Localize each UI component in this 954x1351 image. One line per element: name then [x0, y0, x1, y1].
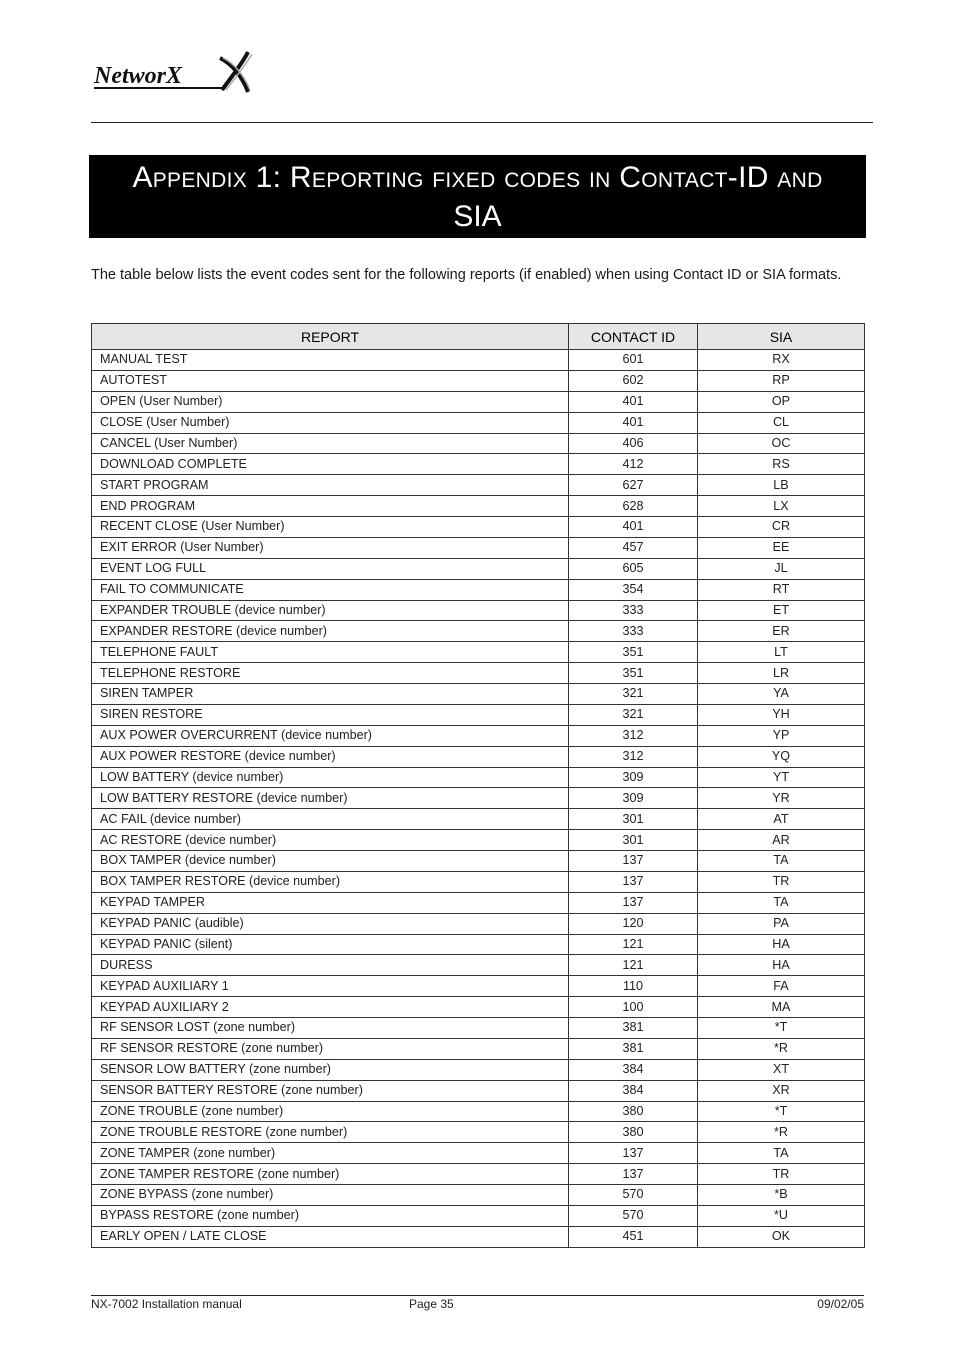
sia-cell: LR [698, 663, 865, 684]
table-row [92, 746, 865, 767]
sia-cell: *T [698, 1101, 865, 1122]
table-row [92, 1122, 865, 1143]
report-cell: ZONE TROUBLE RESTORE (zone number) [92, 1122, 569, 1143]
contact-id-cell: 401 [569, 412, 698, 433]
table-row [92, 1164, 865, 1185]
table-row [92, 1080, 865, 1101]
table-row [92, 1143, 865, 1164]
table-row [92, 704, 865, 725]
contact-id-cell: 301 [569, 830, 698, 851]
sia-cell: CL [698, 412, 865, 433]
table-row [92, 767, 865, 788]
contact-id-cell: 380 [569, 1122, 698, 1143]
contact-id-cell: 333 [569, 621, 698, 642]
contact-id-cell: 628 [569, 496, 698, 517]
sia-cell: YH [698, 704, 865, 725]
report-cell: LOW BATTERY RESTORE (device number) [92, 788, 569, 809]
table-row [92, 391, 865, 412]
sia-cell: PA [698, 913, 865, 934]
table-row [92, 370, 865, 391]
contact-id-cell: 309 [569, 767, 698, 788]
report-cell: ZONE TAMPER (zone number) [92, 1143, 569, 1164]
sia-cell: HA [698, 955, 865, 976]
table-row [92, 579, 865, 600]
sia-cell: *T [698, 1018, 865, 1039]
report-cell: AUX POWER OVERCURRENT (device number) [92, 725, 569, 746]
report-cell: EARLY OPEN / LATE CLOSE [92, 1226, 569, 1247]
report-cell: BOX TAMPER (device number) [92, 851, 569, 872]
report-cell: OPEN (User Number) [92, 391, 569, 412]
contact-id-cell: 457 [569, 537, 698, 558]
intro-paragraph: The table below lists the event codes sent for the following reports (if enabled) when using Contact ID or SIA formats. [91, 267, 842, 283]
sia-cell: RS [698, 454, 865, 475]
table-row [92, 788, 865, 809]
report-cell: SIREN TAMPER [92, 684, 569, 705]
table-row [92, 725, 865, 746]
report-cell: BYPASS RESTORE (zone number) [92, 1205, 569, 1226]
sia-cell: OC [698, 433, 865, 454]
sia-cell: *R [698, 1122, 865, 1143]
table-row [92, 934, 865, 955]
table-row [92, 621, 865, 642]
table-row [92, 1205, 865, 1226]
report-cell: END PROGRAM [92, 496, 569, 517]
sia-cell: MA [698, 997, 865, 1018]
contact-id-cell: 137 [569, 1143, 698, 1164]
contact-id-cell: 381 [569, 1018, 698, 1039]
sia-cell: YQ [698, 746, 865, 767]
table-row [92, 997, 865, 1018]
sia-cell: *B [698, 1185, 865, 1206]
report-cell: ZONE BYPASS (zone number) [92, 1185, 569, 1206]
footer-date: 09/02/05 [817, 1297, 864, 1311]
contact-id-cell: 110 [569, 976, 698, 997]
header-contact-id: CONTACT ID [569, 324, 698, 350]
sia-cell: LX [698, 496, 865, 517]
report-cell: DURESS [92, 955, 569, 976]
contact-id-cell: 401 [569, 391, 698, 412]
contact-id-cell: 601 [569, 350, 698, 371]
contact-id-cell: 333 [569, 600, 698, 621]
sia-cell: ER [698, 621, 865, 642]
contact-id-cell: 627 [569, 475, 698, 496]
contact-id-cell: 384 [569, 1080, 698, 1101]
contact-id-cell: 312 [569, 746, 698, 767]
event-codes-table [91, 323, 865, 1248]
sia-cell: OP [698, 391, 865, 412]
sia-cell: TA [698, 1143, 865, 1164]
report-cell: EXPANDER TROUBLE (device number) [92, 600, 569, 621]
table-row [92, 558, 865, 579]
table-row [92, 1018, 865, 1039]
networx-logo [92, 46, 267, 100]
contact-id-cell: 351 [569, 642, 698, 663]
report-cell: DOWNLOAD COMPLETE [92, 454, 569, 475]
report-cell: SENSOR BATTERY RESTORE (zone number) [92, 1080, 569, 1101]
contact-id-cell: 384 [569, 1059, 698, 1080]
report-cell: RECENT CLOSE (User Number) [92, 517, 569, 538]
report-cell: EXPANDER RESTORE (device number) [92, 621, 569, 642]
table-row [92, 642, 865, 663]
table-row [92, 663, 865, 684]
report-cell: FAIL TO COMMUNICATE [92, 579, 569, 600]
sia-cell: AT [698, 809, 865, 830]
table-row [92, 913, 865, 934]
header-report: REPORT [92, 324, 569, 350]
header-rule [91, 122, 873, 123]
sia-cell: RT [698, 579, 865, 600]
header-sia: SIA [698, 324, 865, 350]
contact-id-cell: 321 [569, 704, 698, 725]
contact-id-cell: 570 [569, 1185, 698, 1206]
report-cell: TELEPHONE FAULT [92, 642, 569, 663]
contact-id-cell: 301 [569, 809, 698, 830]
report-cell: BOX TAMPER RESTORE (device number) [92, 871, 569, 892]
sia-cell: *R [698, 1038, 865, 1059]
contact-id-cell: 137 [569, 871, 698, 892]
report-cell: EXIT ERROR (User Number) [92, 537, 569, 558]
table-row [92, 892, 865, 913]
table-row [92, 1038, 865, 1059]
table-row [92, 496, 865, 517]
report-cell: SIREN RESTORE [92, 704, 569, 725]
table-row [92, 350, 865, 371]
contact-id-cell: 120 [569, 913, 698, 934]
report-cell: ZONE TAMPER RESTORE (zone number) [92, 1164, 569, 1185]
sia-cell: EE [698, 537, 865, 558]
appendix-title-line1: Appendix 1: Reporting fixed codes in Contact-ID and [132, 161, 823, 194]
report-cell: AUX POWER RESTORE (device number) [92, 746, 569, 767]
report-cell: EVENT LOG FULL [92, 558, 569, 579]
sia-cell: YA [698, 684, 865, 705]
contact-id-cell: 401 [569, 517, 698, 538]
sia-cell: HA [698, 934, 865, 955]
table-row [92, 517, 865, 538]
table-header-row [92, 324, 865, 350]
sia-cell: YT [698, 767, 865, 788]
footer-page-number: Page 35 [409, 1297, 454, 1311]
sia-cell: OK [698, 1226, 865, 1247]
footer-rule [91, 1295, 864, 1296]
appendix-title-line2: SIA [453, 200, 502, 233]
report-cell: LOW BATTERY (device number) [92, 767, 569, 788]
contact-id-cell: 412 [569, 454, 698, 475]
table-row [92, 830, 865, 851]
contact-id-cell: 137 [569, 851, 698, 872]
sia-cell: TA [698, 892, 865, 913]
appendix-title-bar [89, 155, 866, 238]
contact-id-cell: 451 [569, 1226, 698, 1247]
sia-cell: JL [698, 558, 865, 579]
report-cell: TELEPHONE RESTORE [92, 663, 569, 684]
sia-cell: LT [698, 642, 865, 663]
table-row [92, 454, 865, 475]
report-cell: SENSOR LOW BATTERY (zone number) [92, 1059, 569, 1080]
table-row [92, 1059, 865, 1080]
table-row [92, 809, 865, 830]
table-row [92, 684, 865, 705]
contact-id-cell: 406 [569, 433, 698, 454]
report-cell: MANUAL TEST [92, 350, 569, 371]
report-cell: START PROGRAM [92, 475, 569, 496]
sia-cell: XT [698, 1059, 865, 1080]
sia-cell: YP [698, 725, 865, 746]
table-row [92, 1101, 865, 1122]
sia-cell: *U [698, 1205, 865, 1226]
sia-cell: TR [698, 1164, 865, 1185]
report-cell: AUTOTEST [92, 370, 569, 391]
contact-id-cell: 137 [569, 892, 698, 913]
contact-id-cell: 121 [569, 934, 698, 955]
sia-cell: CR [698, 517, 865, 538]
contact-id-cell: 380 [569, 1101, 698, 1122]
contact-id-cell: 354 [569, 579, 698, 600]
footer-manual-name: NX-7002 Installation manual [91, 1297, 242, 1311]
contact-id-cell: 121 [569, 955, 698, 976]
table-row [92, 976, 865, 997]
logo-text: NetworX [94, 63, 183, 89]
report-cell: RF SENSOR LOST (zone number) [92, 1018, 569, 1039]
report-cell: KEYPAD AUXILIARY 1 [92, 976, 569, 997]
table-row [92, 433, 865, 454]
sia-cell: RP [698, 370, 865, 391]
table-row [92, 851, 865, 872]
contact-id-cell: 100 [569, 997, 698, 1018]
report-cell: ZONE TROUBLE (zone number) [92, 1101, 569, 1122]
sia-cell: XR [698, 1080, 865, 1101]
contact-id-cell: 605 [569, 558, 698, 579]
report-cell: KEYPAD PANIC (audible) [92, 913, 569, 934]
contact-id-cell: 351 [569, 663, 698, 684]
report-cell: KEYPAD TAMPER [92, 892, 569, 913]
sia-cell: TA [698, 851, 865, 872]
table-row [92, 871, 865, 892]
sia-cell: FA [698, 976, 865, 997]
report-cell: RF SENSOR RESTORE (zone number) [92, 1038, 569, 1059]
sia-cell: ET [698, 600, 865, 621]
sia-cell: TR [698, 871, 865, 892]
table-row [92, 955, 865, 976]
contact-id-cell: 602 [569, 370, 698, 391]
contact-id-cell: 309 [569, 788, 698, 809]
contact-id-cell: 321 [569, 684, 698, 705]
report-cell: AC FAIL (device number) [92, 809, 569, 830]
report-cell: CANCEL (User Number) [92, 433, 569, 454]
table-row [92, 1185, 865, 1206]
table-row [92, 1226, 865, 1247]
sia-cell: YR [698, 788, 865, 809]
report-cell: AC RESTORE (device number) [92, 830, 569, 851]
sia-cell: LB [698, 475, 865, 496]
table-row [92, 475, 865, 496]
contact-id-cell: 381 [569, 1038, 698, 1059]
contact-id-cell: 570 [569, 1205, 698, 1226]
report-cell: KEYPAD AUXILIARY 2 [92, 997, 569, 1018]
report-cell: KEYPAD PANIC (silent) [92, 934, 569, 955]
contact-id-cell: 137 [569, 1164, 698, 1185]
table-row [92, 600, 865, 621]
sia-cell: AR [698, 830, 865, 851]
sia-cell: RX [698, 350, 865, 371]
contact-id-cell: 312 [569, 725, 698, 746]
table-row [92, 537, 865, 558]
table-row [92, 412, 865, 433]
report-cell: CLOSE (User Number) [92, 412, 569, 433]
